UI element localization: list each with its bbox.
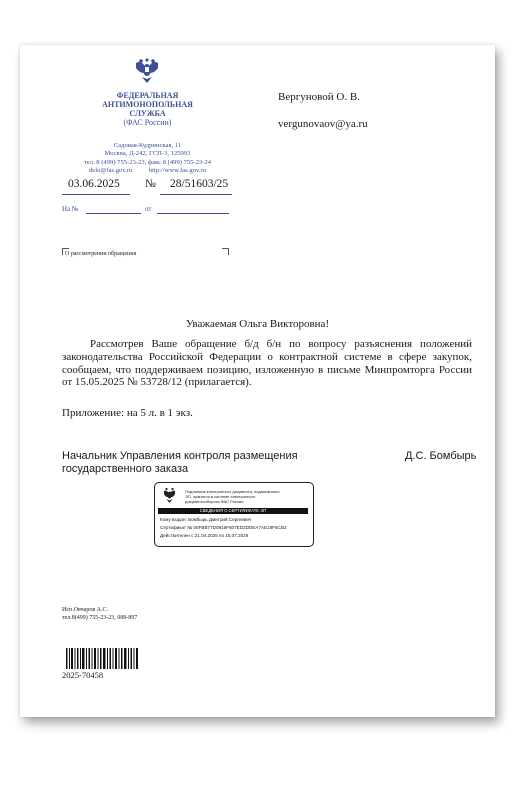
- stamp-certificate-bar: СВЕДЕНИЯ О СЕРТИФИКАТЕ ЭП: [158, 508, 308, 514]
- number-underline: [160, 194, 232, 195]
- recipient-email: vergunovaov@ya.ru: [278, 118, 368, 130]
- greeting: Уважаемая Ольга Викторовна!: [185, 318, 330, 330]
- address-phones: тел. 8 (499) 755-23-23, факс 8 (499) 755-23-24: [83, 158, 212, 166]
- document-number: 28/51603/25: [170, 178, 229, 190]
- reference-number-line: [86, 213, 141, 214]
- agency-name: [75, 91, 220, 127]
- stamp-certificate-number: Сертификат № 00FBB77D0916F807ED2DDEA7AE18F6CB3: [160, 525, 287, 530]
- address-web: delo@fas.gov.ru http://www.fas.gov.ru: [88, 166, 207, 174]
- reference-date-label: от: [145, 205, 152, 213]
- number-sign: №: [145, 178, 156, 190]
- address-city: Москва, Д-242, ГСП-3, 125993: [104, 150, 191, 158]
- position-line-2: государственного заказа: [62, 462, 189, 475]
- double-headed-eagle-emblem-icon: [133, 55, 161, 85]
- stamp-text-line-2: ЭП, хранится в системе электронного: [185, 494, 256, 499]
- position-line-1: Начальник Управления контроля размещения: [62, 450, 298, 462]
- executor-info: [62, 606, 137, 622]
- document-subject: О рассмотрении обращения: [65, 251, 137, 257]
- executor-phone: тел.8(499) 755-23-23, 088-897: [62, 615, 138, 621]
- executor-name: Исп.Овчаров А.С.: [62, 607, 108, 613]
- signer-position: [62, 450, 298, 475]
- letter-page: [20, 45, 495, 717]
- address-street: Садовая-Кудринская, 11: [113, 142, 182, 149]
- stamp-validity: Действителен с 21.04.2025 по 15.07.2026: [160, 533, 249, 538]
- stamp-text-line-3: документооборота ФАС России: [185, 499, 244, 504]
- date-underline: [62, 194, 130, 195]
- registration-number: 2025-70458: [62, 670, 104, 680]
- reference-number-label: На №: [62, 205, 79, 213]
- agency-line-1: ФЕДЕРАЛЬНАЯ: [116, 91, 179, 100]
- agency-line-3: СЛУЖБА: [129, 109, 166, 118]
- agency-line-2: АНТИМОНОПОЛЬНАЯ: [102, 100, 193, 109]
- recipient-name: Вергуновой О. В.: [278, 91, 360, 103]
- agency-short-name: (ФАС России): [123, 118, 172, 127]
- electronic-signature-stamp: [154, 482, 314, 547]
- stamp-emblem-icon: [162, 486, 177, 505]
- reference-date-line: [157, 213, 229, 214]
- letter-body: Рассмотрев Ваше обращение б/д б/н по вопросу разъяснения положений законодательства Российской Федерации о контрактной системе в сфере закупок, сообщаем, что поддерживаем позицию, изложенную в письме Минпромторга России от 15.05.2025 № 53728/12 (прилагается).: [62, 338, 472, 389]
- subject-bracket-right: [222, 248, 229, 255]
- attachment-note: Приложение: на 5 л. в 1 экз.: [62, 407, 193, 419]
- barcode-icon: [66, 648, 138, 669]
- stamp-text: [185, 489, 309, 504]
- agency-address: [50, 142, 245, 175]
- stamp-text-line-1: Подлинник электронного документа, подписанного: [185, 489, 280, 494]
- document-date: 03.06.2025: [68, 178, 120, 190]
- stamp-owner: Кому выдан: Бомбырь Дмитрий Сергеевич: [160, 517, 252, 522]
- signer-name: Д.С. Бомбырь: [405, 450, 477, 462]
